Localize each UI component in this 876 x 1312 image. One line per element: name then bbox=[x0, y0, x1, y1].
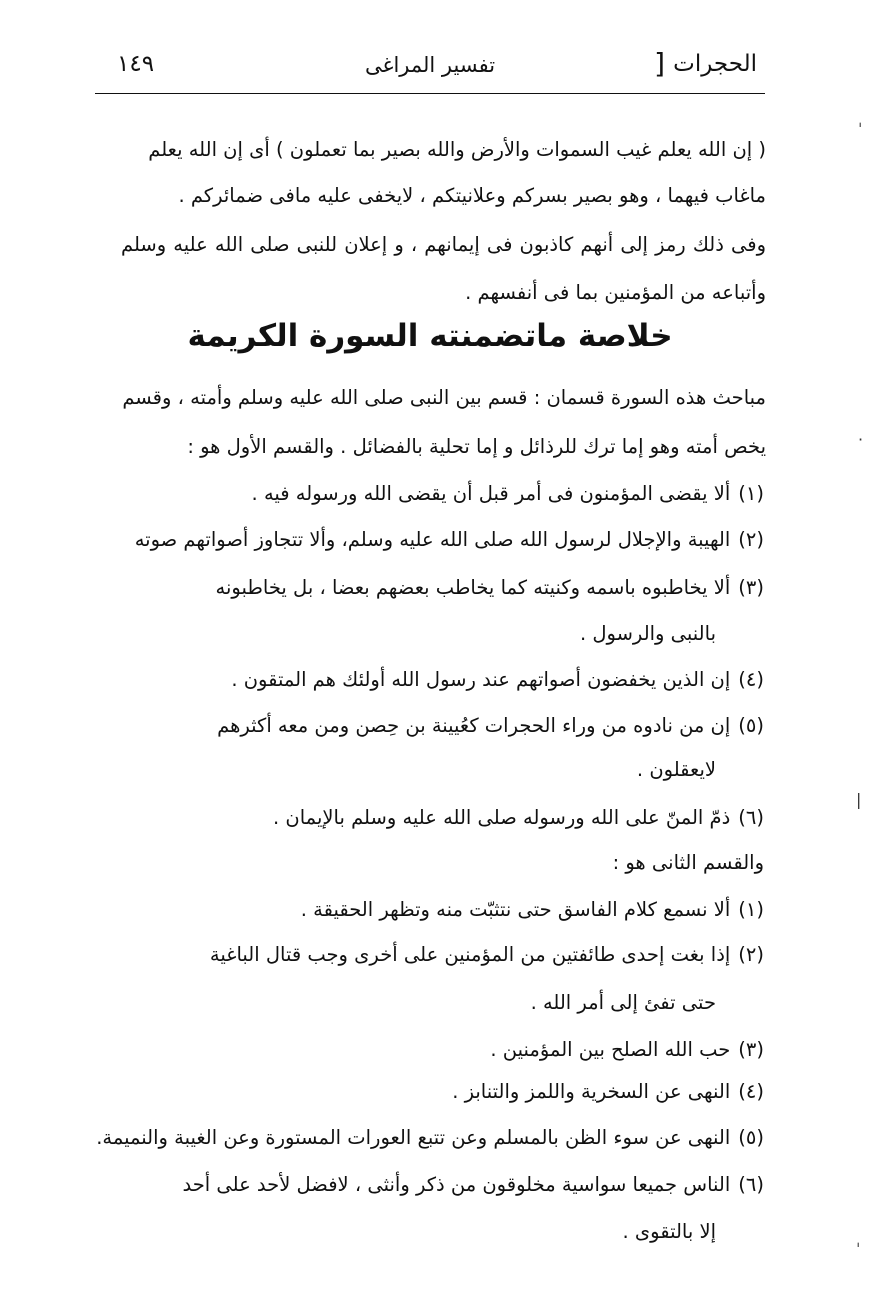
item-text: ألا يقضى المؤمنون فى أمر قبل أن يقضى الله ورسوله فيه . bbox=[251, 482, 731, 505]
item-text: الناس جميعا سواسية مخلوقون من ذكر وأنثى ، لافضل لأحد على أحد bbox=[182, 1173, 731, 1196]
list-item bbox=[301, 900, 764, 920]
item-text: ألا يخاطبوه باسمه وكنيته كما يخاطب بعضهم بعضا ، بل يخاطبونه bbox=[215, 576, 731, 599]
book-title: تفسير المراغى bbox=[364, 53, 496, 77]
paragraph-line: ماغاب فيهما ، وهو بصير بسركم وعلانيتكم ، لايخفى عليه مافى ضمائركم . bbox=[178, 184, 766, 207]
item-text: إن الذين يخفضون أصواتهم عند رسول الله أولئك هم المتقون . bbox=[231, 668, 731, 691]
item-number: (٦) bbox=[738, 806, 764, 829]
item-number: (٢) bbox=[738, 943, 764, 966]
list-item bbox=[216, 578, 764, 598]
scan-speck: | bbox=[856, 790, 862, 809]
section-heading: خلاصة ماتضمنته السورة الكريمة bbox=[187, 318, 673, 354]
part2-intro: والقسم الثانى هو : bbox=[612, 851, 764, 874]
item-continuation: إلا بالتقوى . bbox=[622, 1220, 716, 1243]
header-bracket: ] bbox=[654, 47, 665, 80]
item-number: (٥) bbox=[738, 714, 764, 737]
intro-line: مباحث هذه السورة قسمان : قسم بين النبى صلى الله عليه وسلم وأمته ، وقسم bbox=[122, 386, 766, 409]
item-text: النهى عن السخرية واللمز والتنابز . bbox=[452, 1080, 731, 1103]
item-text: حب الله الصلح بين المؤمنين . bbox=[490, 1038, 731, 1061]
list-item bbox=[182, 1175, 764, 1195]
list-item bbox=[210, 945, 764, 965]
item-number: (٥) bbox=[738, 1126, 764, 1149]
list-item bbox=[96, 1128, 764, 1148]
intro-line: يخص أمته وهو إما ترك للرذائل و إما تحلية بالفضائل . والقسم الأول هو : bbox=[187, 435, 766, 458]
list-item bbox=[231, 670, 764, 690]
list-item bbox=[135, 530, 764, 550]
item-number: (١) bbox=[738, 482, 764, 505]
item-text: النهى عن سوء الظن بالمسلم وعن تتبع العورات المستورة وعن الغيبة والنميمة. bbox=[96, 1126, 731, 1149]
item-continuation: بالنبى والرسول . bbox=[579, 622, 716, 645]
item-text: إذا بغت إحدى طائفتين من المؤمنين على أخرى وجب قتال الباغية bbox=[209, 943, 731, 966]
surah-title: الحجرات bbox=[673, 51, 757, 77]
paragraph-line: ( إن الله يعلم غيب السموات والأرض والله بصير بما تعملون ) أى إن الله يعلم bbox=[148, 138, 766, 161]
paragraph-line: وأتباعه من المؤمنين بما فى أنفسهم . bbox=[465, 281, 766, 304]
item-text: إن من نادوه من وراء الحجرات كعُيينة بن حِصن ومن معه أكثرهم bbox=[217, 714, 731, 737]
list-item bbox=[273, 808, 764, 828]
page-header bbox=[95, 45, 765, 94]
scan-speck: ˈ bbox=[856, 1240, 861, 1259]
item-continuation: حتى تفئ إلى أمر الله . bbox=[530, 991, 716, 1014]
item-number: (١) bbox=[738, 898, 764, 921]
item-number: (٣) bbox=[738, 576, 764, 599]
item-text: الهيبة والإجلال لرسول الله صلى الله عليه وسلم، وألا تتجاوز أصواتهم صوته bbox=[134, 528, 731, 551]
scan-speck: · bbox=[858, 430, 864, 449]
list-item bbox=[490, 1040, 764, 1060]
scan-speck: ˈ bbox=[858, 120, 863, 139]
item-number: (٣) bbox=[738, 1038, 764, 1061]
paragraph-line: وفى ذلك رمز إلى أنهم كاذبون فى إيمانهم ، و إعلان للنبى صلى الله عليه وسلم bbox=[121, 233, 766, 256]
page-number: ١٤٩ bbox=[117, 51, 155, 77]
item-number: (٦) bbox=[738, 1173, 764, 1196]
item-number: (٢) bbox=[738, 528, 764, 551]
item-continuation: لايعقلون . bbox=[636, 758, 716, 781]
list-item bbox=[252, 484, 764, 504]
item-number: (٤) bbox=[738, 668, 764, 691]
item-text: ذمّ المنّ على الله ورسوله صلى الله عليه وسلم بالإيمان . bbox=[273, 806, 731, 829]
item-number: (٤) bbox=[738, 1080, 764, 1103]
list-item bbox=[217, 716, 764, 736]
item-text: ألا نسمع كلام الفاسق حتى نتثبّت منه وتظهر الحقيقة . bbox=[300, 898, 731, 921]
list-item bbox=[452, 1082, 764, 1102]
